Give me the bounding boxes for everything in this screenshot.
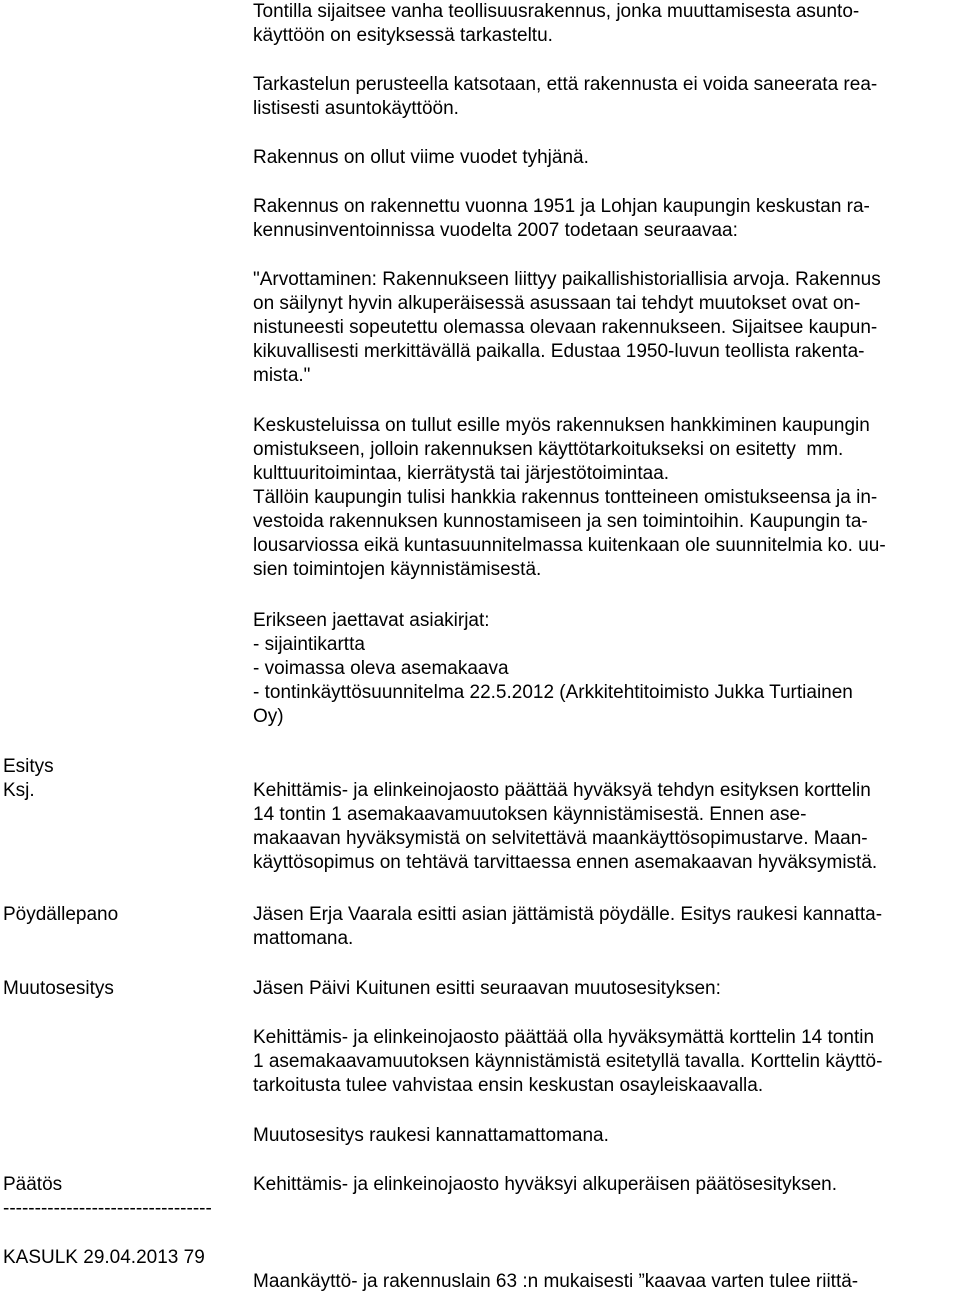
body-p2-line-1: Tarkastelun perusteella katsotaan, että rakennusta ei voida saneerata rea- [253,74,878,95]
body-quote-line-5: mista." [253,365,311,386]
body-quote-line-1: "Arvottaminen: Rakennukseen liittyy paikallishistoriallisia arvoja. Rakennus [253,269,881,290]
body-p4-line-1: Rakennus on rakennettu vuonna 1951 ja Lohjan kaupungin keskustan ra- [253,196,870,217]
attachment-item-continuation: Oy) [253,706,284,727]
paatos-divider: --------------------------------- [3,1198,212,1219]
esitys-label: Esitys [3,756,54,777]
body-p1-line-2: käyttöön on esityksessä tarkasteltu. [253,25,553,46]
paatos-text: Kehittämis- ja elinkeinojaosto hyväksyi alkuperäisen päätösesityksen. [253,1174,838,1195]
body-p4-line-2: kennusinventoinnissa vuodelta 2007 todetaan seuraavaa: [253,220,738,241]
body-p3-line-1: Rakennus on ollut viime vuodet tyhjänä. [253,147,589,168]
body-p2-line-2: listisesti asuntokäyttöön. [253,98,459,119]
body-quote-line-4: kikuvallisesti merkittävällä paikalla. Edustaa 1950-luvun teollista rakenta- [253,341,865,362]
poydallepano-line-1: Jäsen Erja Vaarala esitti asian jättämistä pöydälle. Esitys raukesi kannatta- [253,904,883,925]
esitys-line-3: makaavan hyväksymistä on selvitettävä maankäyttösopimustarve. Maan- [253,828,868,849]
body-p6-line-4: Tällöin kaupungin tulisi hankkia rakennus tontteineen omistukseensa ja in- [253,487,878,508]
muutosesitys-result: Muutosesitys raukesi kannattamattomana. [253,1125,609,1146]
body-p1-line-1: Tontilla sijaitsee vanha teollisuusrakennus, jonka muuttamisesta asunto- [253,1,860,22]
esitys-line-4: käyttösopimus on tehtävä tarvittaessa ennen asemakaavan hyväksymistä. [253,852,878,873]
muutosesitys-proposal-line-1: Kehittämis- ja elinkeinojaosto päättää olla hyväksymättä korttelin 14 tontin [253,1027,875,1048]
muutosesitys-label: Muutosesitys [3,978,114,999]
attachment-item: - sijaintikartta [253,634,365,655]
attachment-item: - voimassa oleva asemakaava [253,658,509,679]
esitys-line-2: 14 tontin 1 asemakaavamuutoksen käynnistämisestä. Ennen ase- [253,804,807,825]
attachments-heading: Erikseen jaettavat asiakirjat: [253,610,490,631]
body-p6-line-1: Keskusteluissa on tullut esille myös rakennuksen hankkiminen kaupungin [253,415,870,436]
meeting-reference: KASULK 29.04.2013 79 [3,1247,205,1268]
body-quote-line-3: nistuneesti sopeutettu olemassa olevaan rakennukseen. Sijaitsee kaupun- [253,317,878,338]
paatos-label: Päätös [3,1174,63,1195]
body-p6-line-5: vestoida rakennuksen kunnostamiseen ja sen toimintoihin. Kaupungin ta- [253,511,868,532]
muutosesitys-proposal-line-2: 1 asemakaavamuutoksen käynnistämistä esitetyllä tavalla. Korttelin käyttö- [253,1051,883,1072]
poydallepano-label: Pöydällepano [3,904,119,925]
body-quote-line-2: on säilynyt hyvin alkuperäisessä asussaan tai tehdyt muutokset ovat on- [253,293,861,314]
body-p6-line-3: kulttuuritoimintaa, kierrätystä tai järjestötoimintaa. [253,463,670,484]
body-p6-line-7: sien toimintojen käynnistämisestä. [253,559,542,580]
esitys-line-1: Kehittämis- ja elinkeinojaosto päättää hyväksyä tehdyn esityksen korttelin [253,780,871,801]
muutosesitys-proposal-line-3: tarkoitusta tulee vahvistaa ensin keskustan osayleiskaavalla. [253,1075,764,1096]
poydallepano-line-2: mattomana. [253,928,354,949]
esitys-sublabel: Ksj. [3,780,35,801]
body-p6-line-6: lousarviossa eikä kuntasuunnitelmassa kuitenkaan ole suunnitelmia ko. uu- [253,535,886,556]
attachment-item: - tontinkäyttösuunnitelma 22.5.2012 (Arkkitehtitoimisto Jukka Turtiainen [253,682,853,703]
next-section-first-line: Maankäyttö- ja rakennuslain 63 :n mukaisesti ”kaavaa varten tulee riittä- [253,1271,859,1292]
muutosesitys-intro: Jäsen Päivi Kuitunen esitti seuraavan muutosesityksen: [253,978,721,999]
body-p6-line-2: omistukseen, jolloin rakennuksen käyttötarkoitukseksi on esitetty mm. [253,439,844,460]
